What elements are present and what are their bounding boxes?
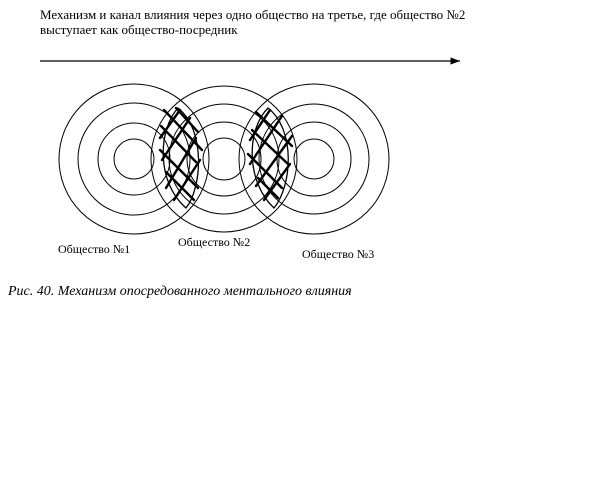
overlap-1-2-hatch <box>160 108 202 200</box>
society-1-label: Общество №1 <box>58 242 131 256</box>
figure-caption: Рис. 40. Механизм опосредованного ментального влияния <box>8 284 352 299</box>
society-2-label: Общество №2 <box>178 235 251 249</box>
overlap-2-3 <box>248 108 292 208</box>
society-3-label: Общество №3 <box>302 247 375 261</box>
heading-line-1: Механизм и канал влияния через одно общество на третье, где общество №2 <box>40 7 466 22</box>
society-3-ring-inner <box>294 139 334 179</box>
overlap-2-3-hatch <box>248 110 292 200</box>
heading-line-2: выступает как общество-посредник <box>40 22 238 37</box>
society-1-ring-inner <box>114 139 154 179</box>
society-1-ring-2 <box>98 123 170 195</box>
